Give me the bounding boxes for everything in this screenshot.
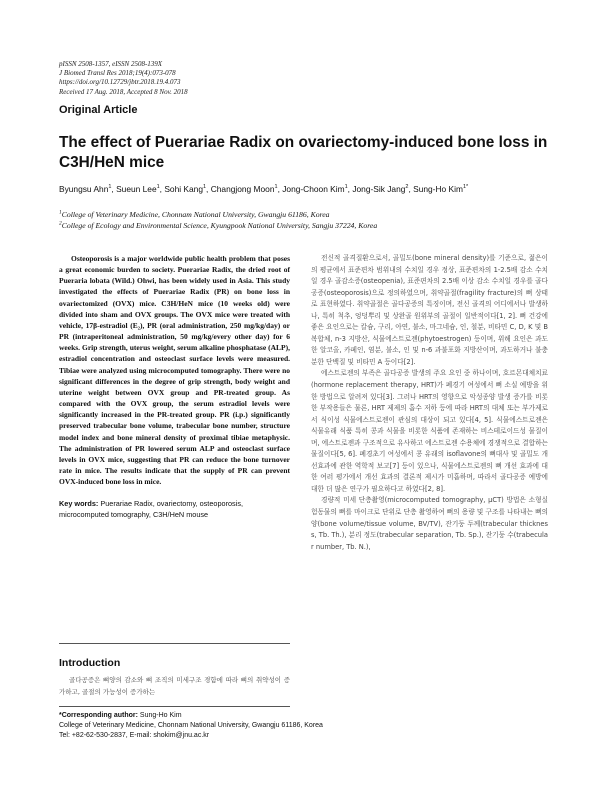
introduction-paragraph: 골다공증은 뼈양의 감소와 뼈 조직의 미세구조 경함에 따라 뼈의 취약성이 증가하고, 골절의 가능성이 증가하는 [59, 676, 290, 696]
author: Sueun Lee$^1$ [116, 184, 160, 194]
corresponding-contact: Tel: +82-62-530-2837, E-mail: shokim@jnu.ac.kr [59, 732, 210, 740]
author: Jong-Choon Kim$^1$ [282, 184, 348, 194]
issn: pISSN 2508-1357, eISSN 2508-139X [59, 60, 163, 68]
article-type: Original Article [59, 104, 138, 116]
body-paragraph: 전신적 골격질환으로서, 골밀도(bone mineral density)를 기준으로, 젊은이의 평균에서 표준편차 범위내의 수치일 경우 정상, 표준편차의 1-2.5배 감소 수치일 경우 골감소증(osteopenia), 표준편차의 2.5배 이상 감소 수치일 경우를 골다공증(osteoporosis)으로 정의하였으며, 취약골절(fragility fracture)의 뼈 상태로 표현하였다. 취약골절은 골다공증의 특징이며, 전신 골격의 어디에서나 발생하나, 특히 척추, 엉덩뿌리 및 상완골 원위부의 골절이 일반적이다[1, 2]. 뼈 건강에 좋은 요인으로는 칼슘, 구리, 아연, 불소, 마그네슘, 인, 철분, 비타민 C, D, K 및 B 복합체, n-3 지방산, 식물에스트로젠(phytoestrogen) 등이며, 위해 요인은 과도한 알코올, 카페인, 염분, 불소, 인 및 n-6 과불포화 지방산이며, 과도하거나 불충분한 단백질 및 비타민 A 등이다[2]. [311, 254, 548, 366]
corresponding-name: Sung-Ho Kim [139, 712, 182, 719]
doi-link[interactable]: https://doi.org/10.12729/jbtr.2018.19.4.073 [59, 78, 181, 87]
introduction-heading: Introduction [59, 657, 121, 669]
footnote-divider [59, 706, 290, 707]
left-column [59, 253, 290, 520]
affiliation: $^2$College of Ecology and Environmental Science, Kyungpook National University, Sangju 37224, Korea [59, 220, 378, 230]
corresponding-label: *Corresponding author: [59, 712, 138, 719]
author: Sung-Ho Kim$^{1*}$ [413, 184, 469, 194]
author: Byungsu Ahn$^1$ [59, 184, 112, 194]
author-list: Byungsu Ahn$^1$, Sueun Lee$^1$, Sohi Kang$^1$, Changjong Moon$^1$, Jong-Choon Kim$^1$, Jong-Sik Jang$^2$, Sung-Ho Kim$^{1*}$ [59, 184, 469, 194]
abstract: Osteoporosis is a major worldwide public health problem that poses a great economic burden to society. Puerariae Radix, the dried root of Pueraria lobata (Wild.) Ohwi, has been widely used in Asia. This study investigated the effects of Puerariae Radix (PR) on bone loss in ovariectomized (OVX) mice. C3H/HeN mice (10 weeks old) were divided into sham and OVX groups. The OVX mice were treated with vehicle, 17β-estradiol (E₂), PR (oral administration, 250 mg/kg/day) or PR (intraperitoneal administration, 50 mg/kg/every other day) for 6 weeks. Grip strength, uterus weight, serum alkaline phosphatase (ALP), estradiol concentration and osteoclast surface levels were measured. Tibiae were analyzed using microcomputed tomography. There were no significant differences in the degree of grip strength, body weight and uterine weight between OVX group and PR-treated group. As compared with the OVX group, the serum estradiol levels were significantly increased in the PR-treated group. PR (i.p.) significantly preserved trabecular bone volume, trabecular bone number, structure model index and bone mineral density of proximal tibiae metaphysic. The administration of PR lowered serum ALP and osteoclast surface levels in OVX mice, suggesting that PR can reduce the bone turnover rate in mice. The results indicate that the supply of PR can prevent OVX-induced bone loss in mice. [59, 254, 290, 487]
affiliations [59, 209, 559, 231]
received-dates: Received 17 Aug. 2018, Accepted 8 Nov. 2018 [59, 87, 188, 96]
keywords-label: Key words: [59, 499, 99, 509]
affiliation: $^1$College of Veterinary Medicine, Chonnam National University, Gwangju 61186, Korea [59, 209, 330, 219]
keywords-text: Puerariae Radix, ovariectomy, osteoporosis, microcomputed tomography, C3H/HeN mouse [59, 499, 243, 520]
right-column [311, 253, 548, 553]
journal-citation: J Biomed Transl Res 2018;19(4):073-078 [59, 69, 176, 78]
corresponding-author [59, 711, 379, 742]
section-divider [59, 643, 290, 644]
body-paragraph: 경량적 미세 단층촬영(microcomputed tomography, μCT) 방법은 소형실험동물의 뼈를 마이크로 단위로 단층 촬영하여 뼈의 용량 및 구조를 나타내는 뼈의 양(bone volume/tissue volume, BV/TV), 잔기둥 두께(trabecular thickness, Tb. Th.), 분리 정도(trabecular separation, Tb. Sp.), 잔기둥 수(trabecular number, Tb. N.), [311, 496, 548, 551]
publication-metadata [59, 60, 459, 97]
body-paragraph: 에스트로젠의 부족은 골다공증 발생의 주요 요인 중 하나이며, 호르몬대체치료(hormone replacement therapy, HRT)가 폐경기 여성에서 뼈 소실 예방을 위한 방법으로 알려져 있다[3]. 그러나 HRT의 영향으로 악성종양 발생 증가를 비롯한 부작용들은 물론, HRT 제제의 흡수 저하 등에 따라 HRT의 대체 또는 부가제로서 식이성 식물에스트로젠이 관심의 대상이 되고 있다[4, 5]. 식물에스트로젠은 식물유래 식품 특히 콩과 식물을 비롯한 식품에 존재하는 비스테로이드성 물질이며, 에스트로젠과 구조적으로 유사하고 에스트로젠 수용체에 경쟁적으로 결합하는 물질이다[5, 6]. 폐경초기 여성에서 콩 유래의 isoflavone의 뼈대사 및 골밀도 개선효과에 관한 역학적 보고[7] 등이 있으나, 식물에스트로젠의 뼈 개선 효과에 대한 여러 평가에서 개선 효과의 결론적 제시가 미흡하며, 따라서 골다공증 예방에 대한 더 많은 연구가 필요하다고 하였다[2, 8]. [311, 369, 548, 493]
author: Sohi Kang$^1$ [164, 184, 207, 194]
article-title: The effect of Puerariae Radix on ovariectomy-induced bone loss in C3H/HeN mice [59, 134, 548, 171]
keywords [59, 498, 290, 520]
author: Jong-Sik Jang$^2$ [352, 184, 409, 194]
author: Changjong Moon$^1$ [210, 184, 278, 194]
corresponding-address: College of Veterinary Medicine, Chonnam National University, Gwangju 61186, Korea [59, 722, 323, 730]
